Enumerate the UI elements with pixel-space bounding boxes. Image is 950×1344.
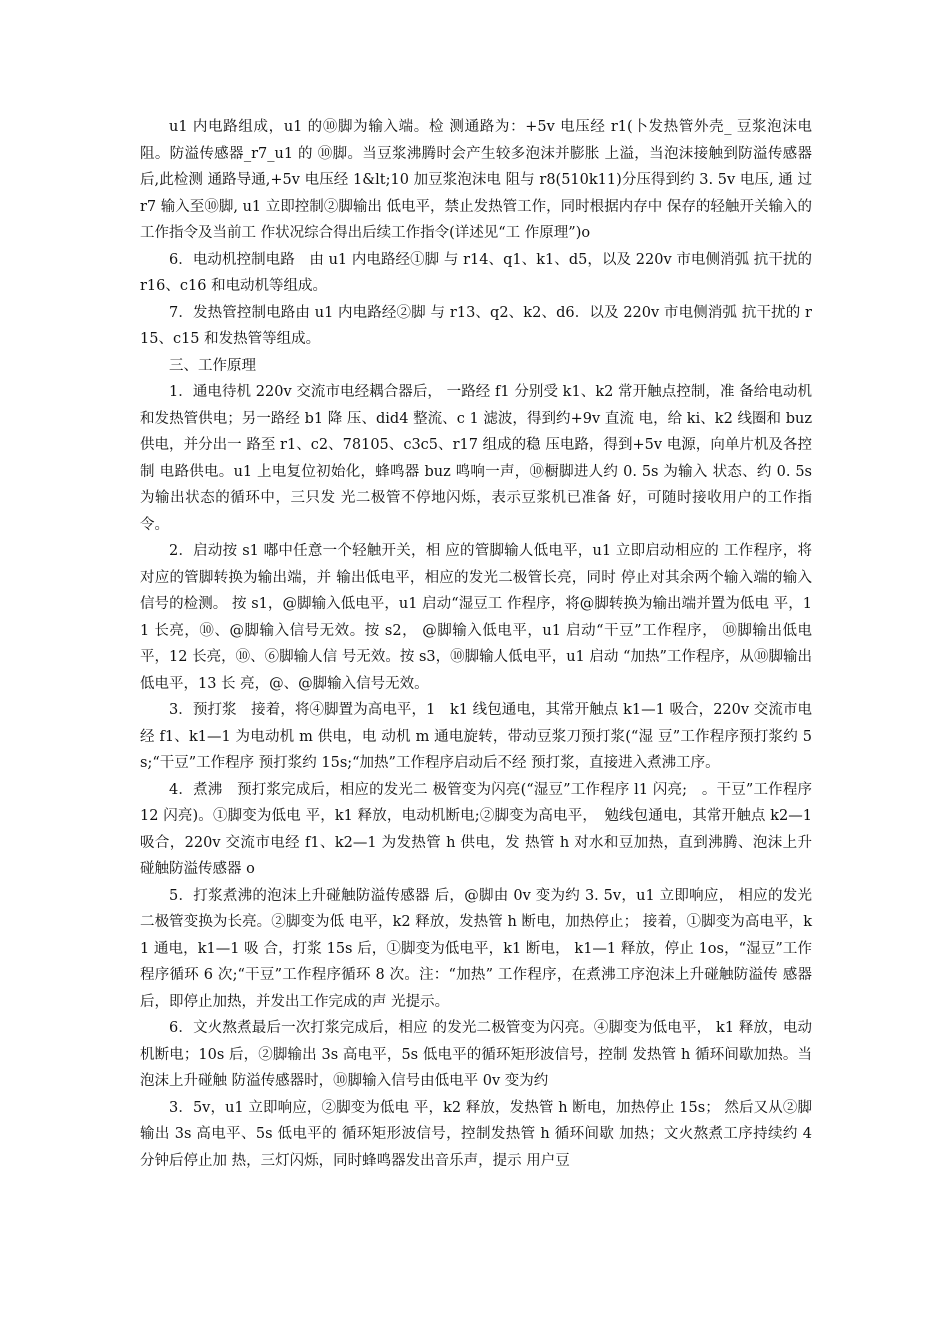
paragraph-simmering-continued: 3．5v，u1 立即响应，②脚变为低电 平，k2 释放，发热管 h 断电，加热停止 15s； 然后又从②脚输出 3s 高电平、5s 低电平的 循环矩形波信号，控制发热管 h 循环间歇 加热；文火熬煮工序持续约 4 分钟后停止加 热，三灯闪烁，同时蜂鸣器发出音乐声，提示 用户豆: [140, 1099, 812, 1169]
section-heading-working-principle: 三、工作原理: [169, 357, 256, 374]
paragraph-sensor-detection: u1 内电路组成，u1 的⑩脚为输入端。检 测通路为：+5v 电压经 r1(卜发热管外壳_ 豆浆泡沫电阻。防溢传感器_r7_u1 的 ⑩脚。当豆浆沸腾时会产生较多泡沫并膨胀 上溢，当泡沫接触到防溢传感器后,此检测 通路导通,+5v 电压经 1&lt;10 加豆浆泡沫电 阻与 r8(510k11)分压得到约 3. 5v 电压, 通 过 r7 输入至⑩脚, u1 立即控制②脚输出 低电平，禁止发热管工作，同时根据内存中 保存的轻触开关输入的工作指令及当前工 作状况综合得出后续工作指令(详述见“工 作原理”)o: [140, 119, 812, 241]
paragraph-pre-grinding: 3．预打浆 接着，将④脚置为高电平，1 k1 线包通电，其常开触点 k1—1 吸合，220v 交流市电经 f1、k1—1 为电动机 m 供电，电 动机 m 通电旋转，带动豆浆刀预打浆(“湿 豆”工作程序预打浆约 5s;“干豆”工作程序 预打浆约 15s;“加热”工作程序启动后不经 预打浆，直接进入煮沸工序。: [140, 702, 812, 771]
body-text: [140, 114, 812, 1174]
paragraph-start: 2．启动按 s1 嘟中任意一个轻触开关，相 应的管脚输人低电平，u1 立即启动相应的 工作程序，将对应的管脚转换为输出端，并 输出低电平，相应的发光二极管长亮，同时 停止对其余两个输入端的输入信号的检测。 按 s1，@脚输入低电平，u1 启动“湿豆工 作程序，将@脚转换为输出端并置为低电 平，11 长亮，⑩、@脚输入信号无效。按 s2， @脚输入低电平，u1 启动“干豆”工作程序， ⑩脚输出低电平，12 长亮，⑩、⑥脚输人信 号无效。按 s3，⑩脚输人低电平，u1 启动 “加热”工作程序，从⑩脚输出低电平，13 长 亮，@、@脚输入信号无效。: [140, 543, 812, 692]
paragraph-boiling: 4．煮沸 预打浆完成后，相应的发光二 极管变为闪亮(“湿豆”工作程序 l1 闪亮; 。干豆”工作程序 12 闪亮)。①脚变为低电 平，k1 释放，电动机断电;②脚变为高电平， 勉线包通电，其常开触点 k2—1 吸合，220v 交流市电经 f1、k2—1 为发热管 h 供电，发 热管 h 对水和豆加热，直到沸腾、泡沫上升 碰触防溢传感器 o: [140, 781, 812, 877]
paragraph-simmering: 6．文火熬煮最后一次打浆完成后，相应 的发光二极管变为闪亮。④脚变为低电平， k1 释放，电动机断电；10s 后，②脚输出 3s 高电平，5s 低电平的循环矩形波信号，控制 发热管 h 循环间歇加热。当泡沫上升碰触 防溢传感器时，⑩脚输入信号由低电平 0v 变为约: [140, 1020, 812, 1089]
paragraph-motor-control: 6．电动机控制电路 由 u1 内电路经①脚 与 r14、q1、k1、d5，以及 220v 市电侧消弧 抗干扰的 r16、c16 和电动机等组成。: [140, 251, 812, 294]
paragraph-standby: 1．通电待机 220v 交流市电经耦合器后， 一路经 f1 分别受 k1、k2 常开触点控制，准 备给电动机和发热管供电；另一路经 b1 降 压、did4 整流、c 1 滤波，得到约+9v 直流 电，给 ki、k2 线圈和 buz 供电，并分出一 路至 r1、c2、78105、c3c5、r17 组成的稳 压电路，得到+5v 电源，向单片机及各控制 电路供电。u1 上电复位初始化，蜂鸣器 buz 鸣响一声，⑩橱脚进人约 0. 5s 为输入 状态、约 0. 5s 为输出状态的循环中，三只发 光二极管不停地闪烁，表示豆浆机已准备 好，可随时接收用户的工作指令。: [140, 384, 812, 533]
paragraph-heater-control: 7．发热管控制电路由 u1 内电路经②脚 与 r13、q2、k2、d6．以及 220v 市电侧消弧 抗干扰的 r15、c15 和发热管等组成。: [140, 304, 812, 347]
paragraph-grinding-boiling: 5．打浆煮沸的泡沫上升碰触防溢传感器 后，@脚由 0v 变为约 3. 5v，u1 立即响应， 相应的发光二极管变换为长亮。②脚变为低 电平，k2 释放，发热管 h 断电，加热停止； 接着，①脚变为高电平，k1 通电，k1—1 吸 合，打浆 15s 后，①脚变为低电平，k1 断电， k1—1 释放，停止 1os，“湿豆”工作程序循环 6 次;“干豆”工作程序循环 8 次。注：“加热” 工作程序，在煮沸工序泡沫上升碰触防溢传 感器后，即停止加热，并发出工作完成的声 光提示。: [140, 887, 812, 1010]
